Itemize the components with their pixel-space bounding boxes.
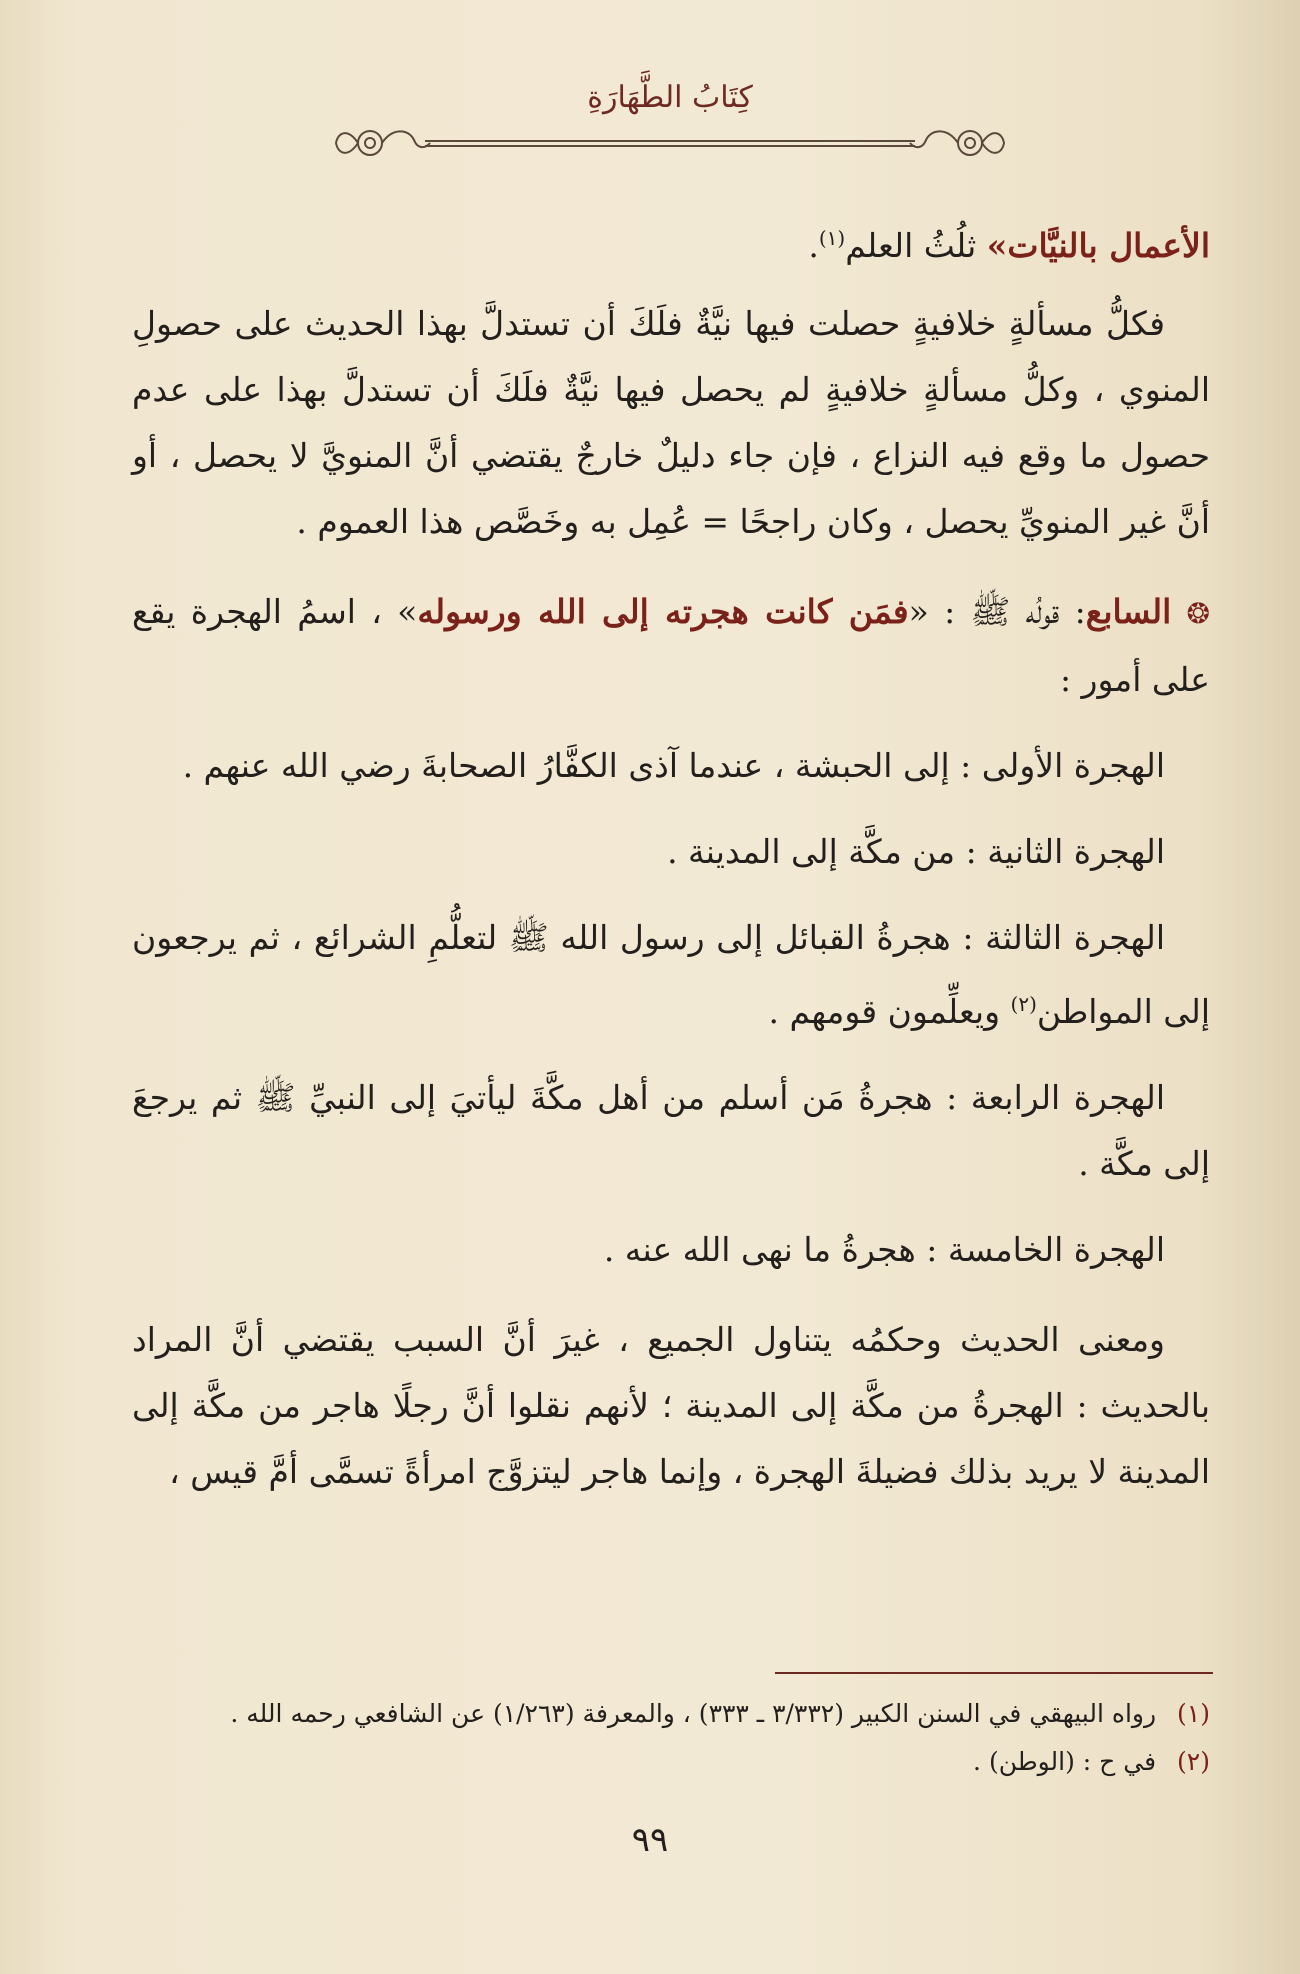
footnote-text: رواه البيهقي في السنن الكبير (٣/٣٣٢ ـ ٣٣٣) ، والمعرفة (١/٢٦٣) عن الشافعي رحمه الله .: [230, 1699, 1157, 1728]
hijra-fifth: الهجرة الخامسة : هجرةُ ما نهى الله عنه .: [603, 1230, 1165, 1269]
footnote-number: (١): [1177, 1699, 1210, 1728]
hadith-quote: فمَن كانت هجرته إلى الله ورسوله: [417, 592, 909, 631]
paragraph-2: فكلُّ مسألةٍ خلافيةٍ حصلت فيها نيَّةٌ فلَكَ أن تستدلَّ بهذا الحديث على حصولِ المنوي ، وكلُّ مسألةٍ خلافيةٍ لم يحصل فيها نيَّةٌ فلَكَ أن تستدلَّ بهذا على عدم حصول ما وقع فيه النزاع ، فإن جاء دليلٌ خارجٌ يقتضي أنَّ المنويَّ لا يحصل ، أو أنَّ غير المنويِّ يحصل ، وكان راجحًا = عُمِل به وخَصَّص هذا العموم .: [132, 304, 1210, 541]
page-number: ٩٩: [631, 1820, 669, 1860]
footnote-number: (٢): [1177, 1747, 1210, 1776]
running-title: كِتَابُ الطَّهَارَةِ: [587, 80, 753, 115]
hijra-first: الهجرة الأولى : إلى الحبشة ، عندما آذى الكفَّارُ الصحابةَ رضي الله عنهم .: [182, 746, 1165, 785]
header-ornament: [330, 116, 1010, 166]
section-label: السابع: [1085, 592, 1172, 631]
section-intro: : قولُه ﷺ : «: [908, 592, 1086, 631]
section-continuation: » ، اسمُ الهجرة يقع على أمور :: [132, 592, 1210, 699]
hijra-third-end: ويعلِّمون قومهم .: [768, 992, 1011, 1031]
paragraph-1-end: .: [808, 226, 819, 265]
footnote-divider: [775, 1672, 1213, 1674]
footnotes: [200, 1690, 1210, 1786]
paragraph-last: ومعنى الحديث وحكمُه يتناول الجميع ، غيرَ أنَّ السبب يقتضي أنَّ المراد بالحديث : الهجرةُ من مكَّة إلى المدينة ؛ لأنهم نقلوا أنَّ رجلًا هاجر من مكَّة إلى المدينة لا يريد بذلك فضيلةَ الهجرة ، وإنما هاجر ليتزوَّج امرأةً تسمَّى أمَّ قيس ،: [132, 1320, 1210, 1491]
paragraph-1-text: ثلُثُ العلم: [845, 226, 977, 265]
hijra-fourth: الهجرة الرابعة : هجرةُ مَن أسلم من أهل مكَّةَ ليأتيَ إلى النبيِّ ﷺ ثم يرجعَ إلى مكَّة .: [132, 1078, 1210, 1183]
section-marker-icon: ❂: [1186, 597, 1210, 630]
footnote-2: [200, 1738, 1210, 1786]
footnote-ref-2: (٢): [1010, 992, 1037, 1016]
hijra-second: الهجرة الثانية : من مكَّة إلى المدينة .: [667, 832, 1165, 871]
main-text: [132, 205, 1210, 1517]
hijra-third: [132, 905, 1210, 1045]
page-header: [330, 78, 1010, 168]
hijra-third-text: الهجرة الثالثة : هجرةُ القبائل إلى رسول الله ﷺ لتعلُّمِ الشرائع ، ثم يرجعون إلى المواطن: [132, 918, 1210, 1031]
paragraph-1: [132, 205, 1210, 279]
section-seventh: [132, 579, 1210, 713]
footnote-ref-1: (١): [818, 226, 846, 250]
footnote-text: في ح : (الوطن) .: [973, 1747, 1157, 1776]
quoted-phrase: الأعمال بالنيَّات»: [986, 226, 1210, 265]
footnote-1: [200, 1690, 1210, 1738]
